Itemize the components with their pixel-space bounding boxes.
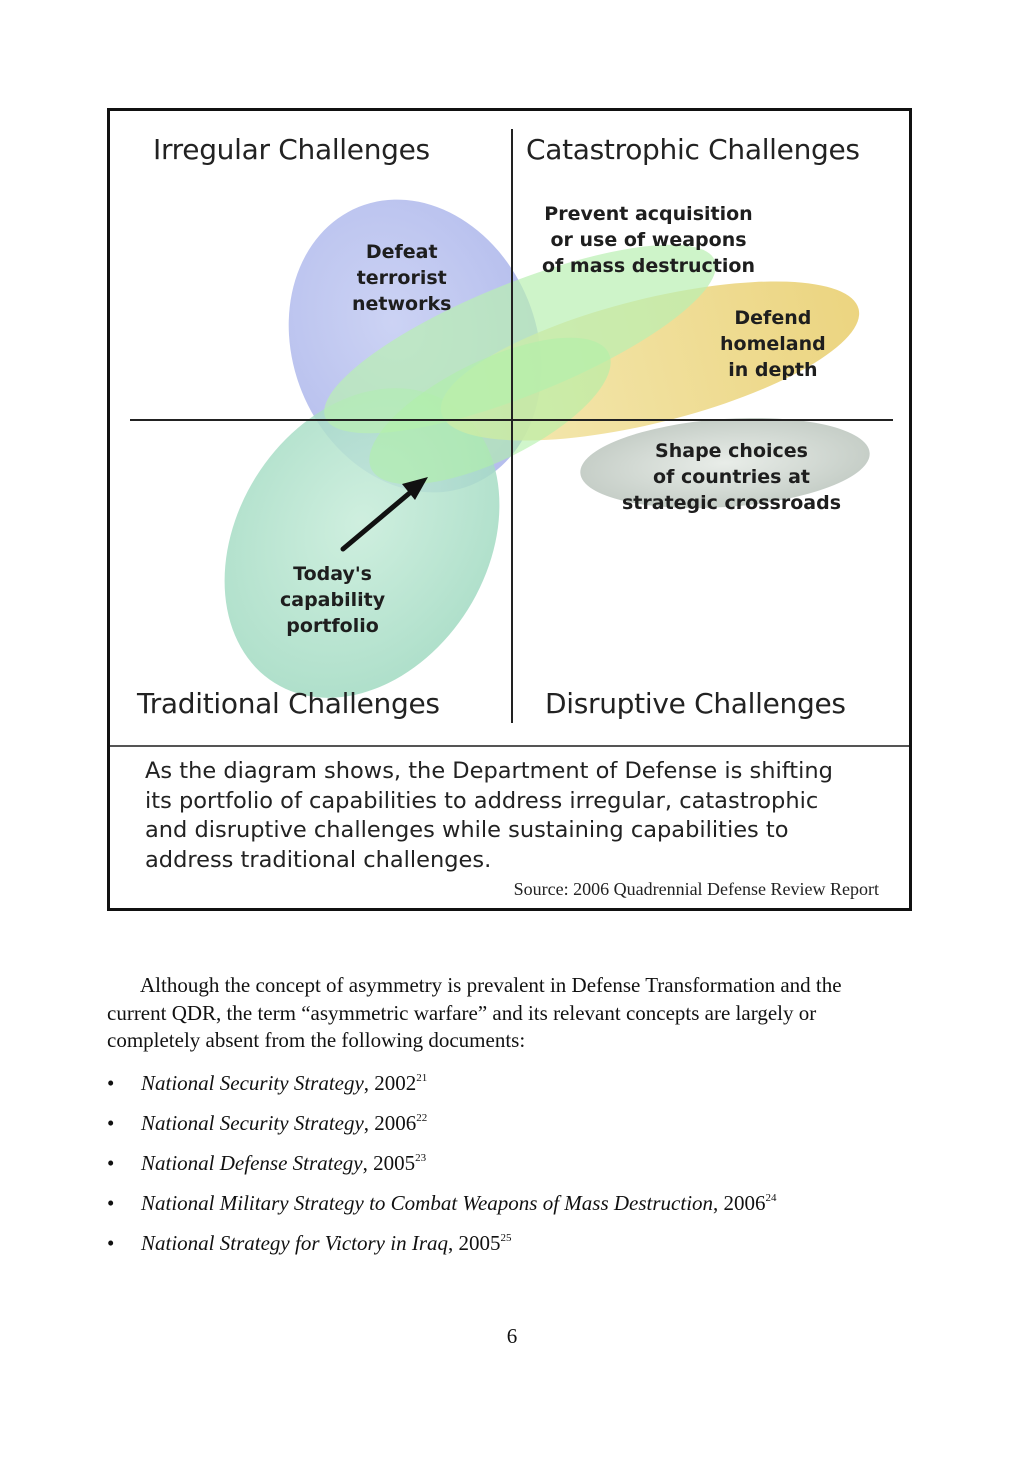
figure-caption: As the diagram shows, the Department of Defense is shifting its portfolio of capabilities to address irregular, catastrophic and disruptive challenges while sustaining capabilities to address traditional challenges. (145, 758, 833, 873)
bullet-icon: • (107, 1231, 115, 1255)
footnote-ref: 25 (500, 1232, 512, 1244)
label-defend-homeland: Defend homeland in depth (720, 307, 826, 381)
list-item: • National Security Strategy, 2002$^{21}$ (107, 1071, 428, 1095)
list-item: • National Military Strategy to Combat Weapons of Mass Destruction, 2006$^{24}$ (107, 1191, 777, 1215)
bullet-icon: • (107, 1071, 115, 1095)
label-prevent-wmd: Prevent acquisition or use of weapons of mass destruction (542, 203, 755, 277)
footnote-ref: 22 (416, 1112, 428, 1124)
quadrant-title-catastrophic: Catastrophic Challenges (526, 133, 860, 166)
footnote-ref: 23 (415, 1152, 427, 1164)
bullet-icon: • (107, 1151, 115, 1175)
document-list (107, 1070, 919, 1270)
footnote-ref: 21 (416, 1072, 428, 1084)
list-item: • National Defense Strategy, 2005$^{23}$ (107, 1151, 427, 1175)
label-capability-portfolio: Today's capability portfolio (280, 563, 386, 637)
list-item: • National Security Strategy, 2006$^{22}$ (107, 1111, 428, 1135)
list-item: • National Strategy for Victory in Iraq, 2005$^{25}$ (107, 1231, 512, 1255)
challenges-diagram (107, 108, 912, 911)
label-terrorist-networks: Defeat terrorist networks (352, 241, 452, 315)
body-paragraph: Although the concept of asymmetry is prevalent in Defense Transformation and the current QDR, the term “asymmetric warfare” and its relevant concepts are largely or completely absent from the following documents: (107, 973, 842, 1052)
bullet-icon: • (107, 1191, 115, 1215)
figure-source: Source: 2006 Quadrennial Defense Review Report (513, 879, 879, 899)
bullet-icon: • (107, 1111, 115, 1135)
footnote-ref: 24 (765, 1192, 777, 1204)
quadrant-title-traditional: Traditional Challenges (137, 687, 440, 720)
quadrant-title-disruptive: Disruptive Challenges (545, 687, 846, 720)
caption-divider (110, 745, 909, 747)
quadrant-title-irregular: Irregular Challenges (153, 133, 430, 166)
label-strategic-crossroads: Shape choices of countries at strategic crossroads (622, 440, 842, 514)
page-number: 6 (506, 1324, 518, 1348)
